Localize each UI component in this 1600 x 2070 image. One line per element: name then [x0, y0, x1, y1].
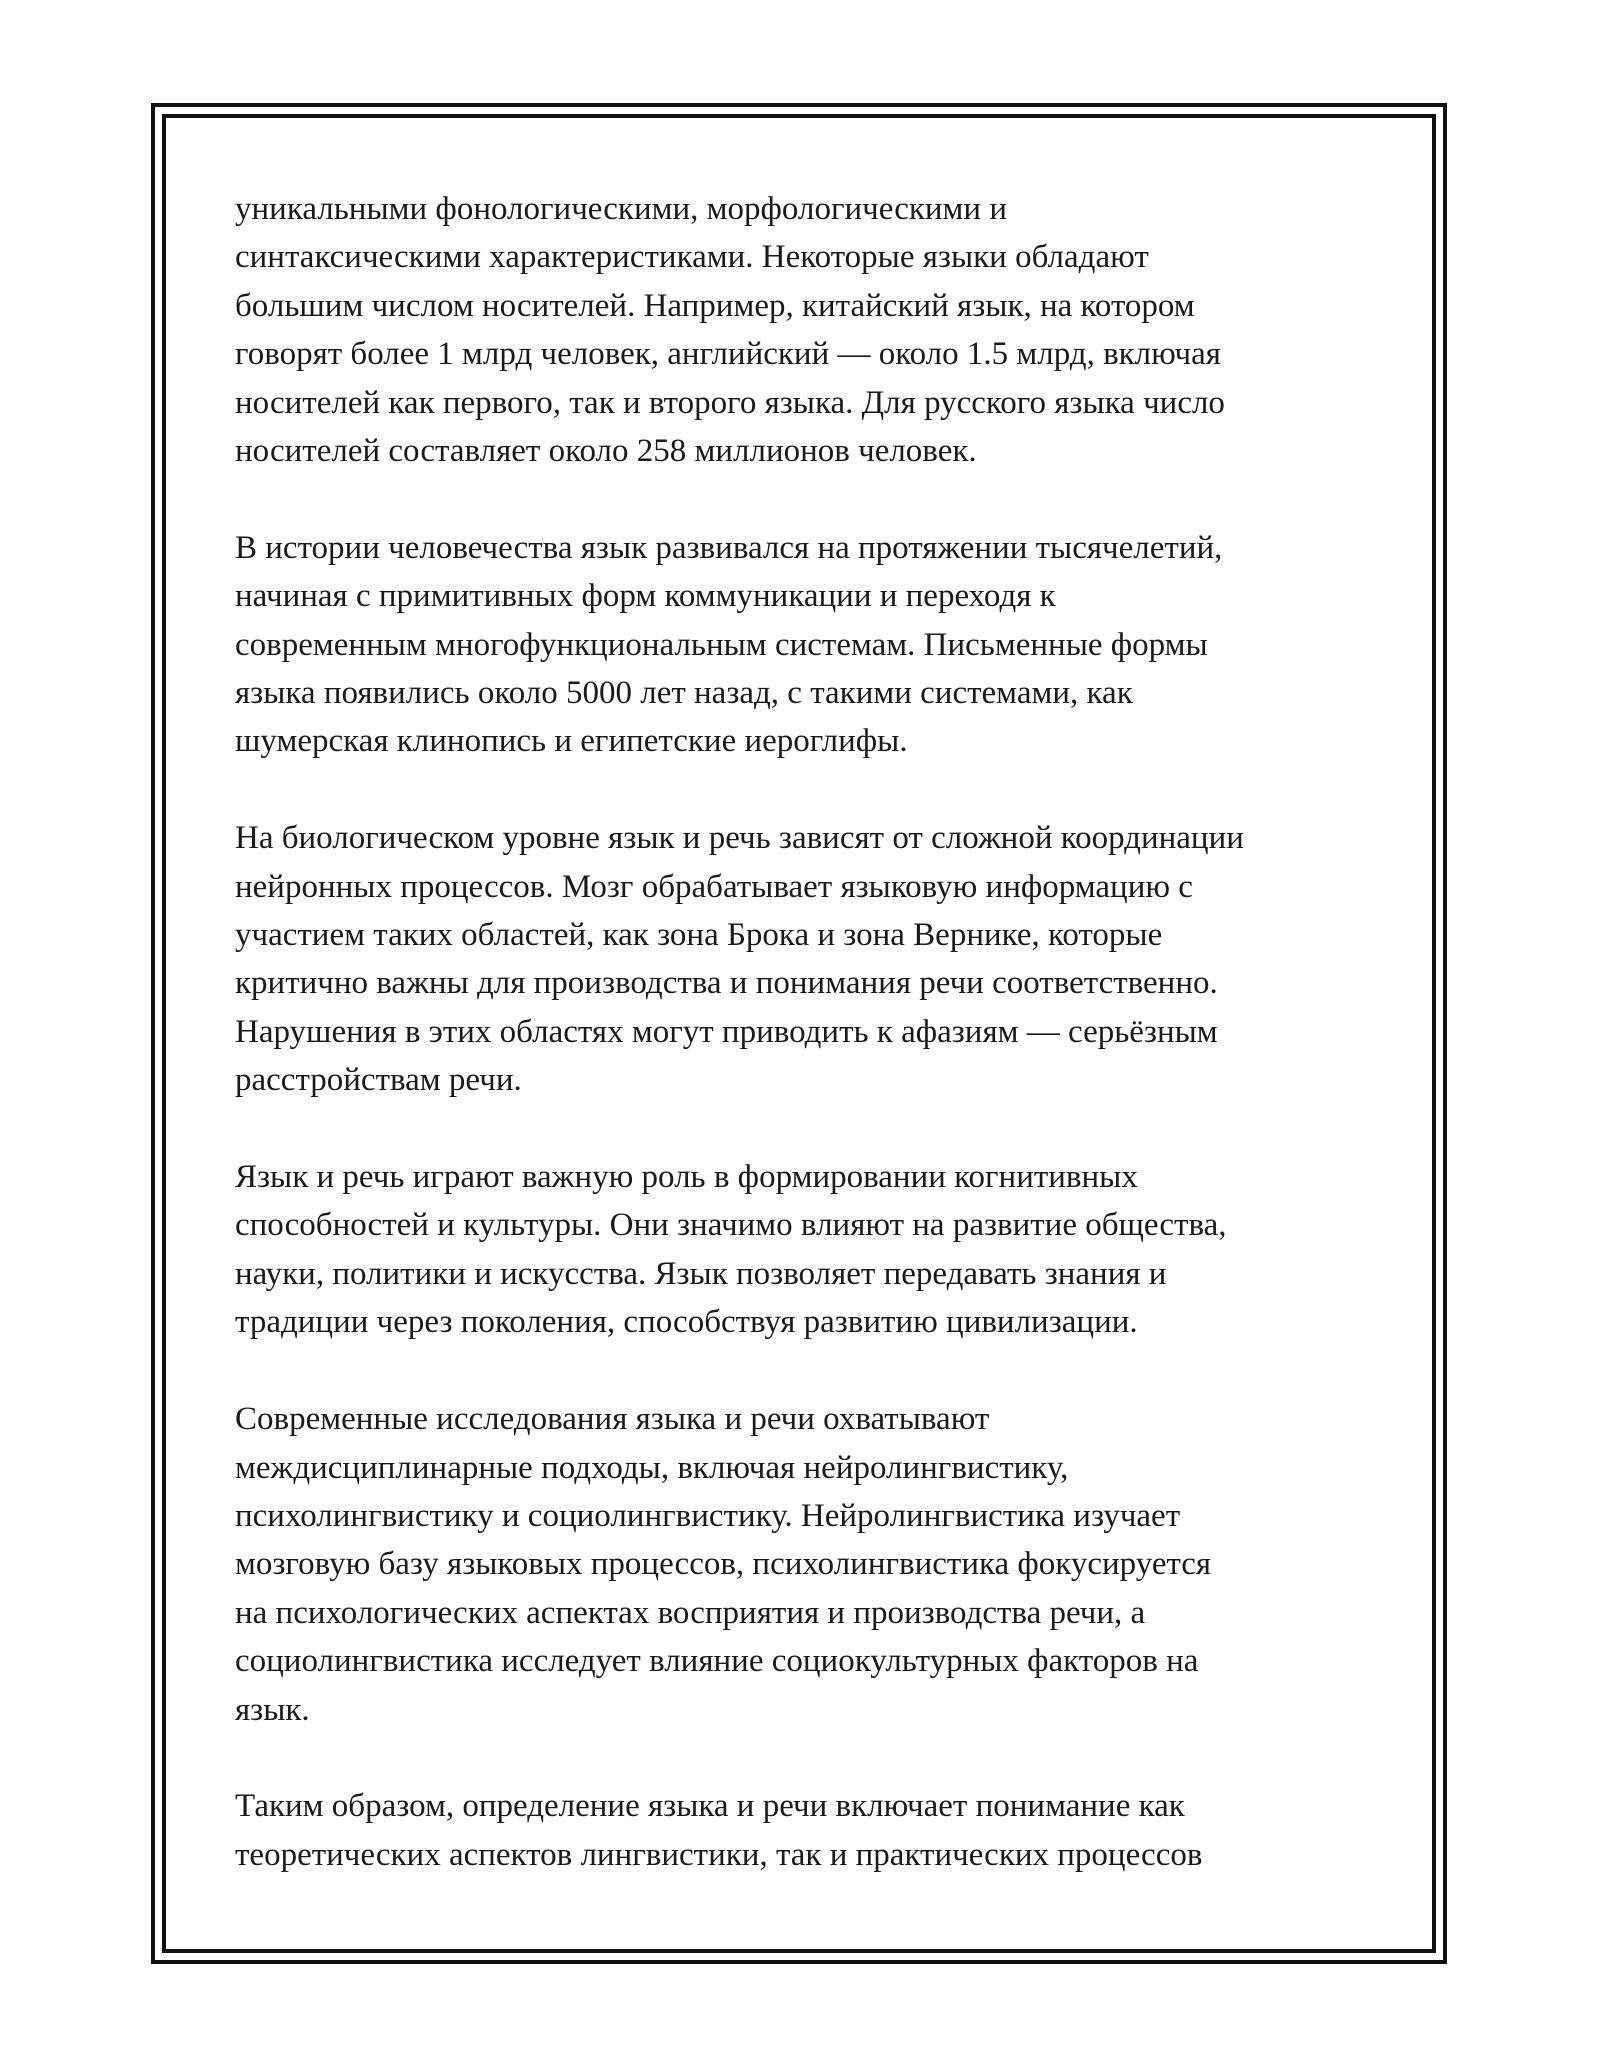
text-line: большим числом носителей. Например, китайский язык, на котором	[235, 287, 1195, 324]
text-line: носителей как первого, так и второго языка. Для русского языка число	[235, 384, 1225, 421]
text-line: Современные исследования языка и речи охватывают	[235, 1401, 990, 1438]
text-line: на психологических аспектах восприятия и производства речи, а	[235, 1594, 1146, 1631]
text-line: нейронных процессов. Мозг обрабатывает языковую информацию с	[235, 868, 1193, 905]
paragraph-modern-research	[235, 1395, 1395, 1734]
text-line: Нарушения в этих областях могут приводить к афазиям — серьёзным	[235, 1013, 1218, 1050]
text-line: критично важны для производства и понимания речи соответственно.	[235, 965, 1218, 1002]
document-body	[235, 185, 1395, 1879]
text-line: теоретических аспектов лингвистики, так и практических процессов	[235, 1836, 1203, 1873]
text-line: носителей составляет около 258 миллионов человек.	[235, 433, 977, 470]
text-line: язык.	[235, 1691, 310, 1728]
text-line: мозговую базу языковых процессов, психолингвистика фокусируется	[235, 1546, 1212, 1583]
text-line: способностей и культуры. Они значимо влияют на развитие общества,	[235, 1207, 1227, 1244]
text-line: социолингвистика исследует влияние социокультурных факторов на	[235, 1643, 1199, 1680]
text-line: начиная с примитивных форм коммуникации и переходя к	[235, 578, 1056, 615]
text-line: междисциплинарные подходы, включая нейролингвистику,	[235, 1449, 1069, 1486]
text-line: науки, политики и искусства. Язык позволяет передавать знания и	[235, 1255, 1167, 1292]
paragraph-language-history	[235, 524, 1395, 766]
paragraph-biological-level	[235, 814, 1395, 1104]
text-line: говорят более 1 млрд человек, английский — около 1.5 млрд, включая	[235, 336, 1221, 373]
text-line: синтаксическими характеристиками. Некоторые языки обладают	[235, 239, 1149, 276]
text-line: На биологическом уровне язык и речь зависят от сложной координации	[235, 820, 1244, 857]
text-line: расстройствам речи.	[235, 1062, 522, 1099]
text-line: участием таких областей, как зона Брока и зона Вернике, которые	[235, 917, 1163, 954]
text-line: языка появились около 5000 лет назад, с такими системами, как	[235, 675, 1133, 712]
text-line: Язык и речь играют важную роль в формировании когнитивных	[235, 1159, 1138, 1196]
text-line: психолингвистику и социолингвистику. Нейролингвистика изучает	[235, 1497, 1181, 1534]
paragraph-conclusion	[235, 1782, 1395, 1879]
text-line: традиции через поколения, способствуя развитию цивилизации.	[235, 1304, 1138, 1341]
text-line: современным многофункциональным системам. Письменные формы	[235, 626, 1208, 663]
text-line: В истории человечества язык развивался на протяжении тысячелетий,	[235, 529, 1223, 566]
paragraph-cognition-culture	[235, 1153, 1395, 1347]
text-line: Таким образом, определение языка и речи включает понимание как	[235, 1788, 1185, 1825]
text-line: уникальными фонологическими, морфологическими и	[235, 191, 1008, 227]
text-line: шумерская клинопись и египетские иероглифы.	[235, 723, 908, 760]
paragraph-language-diversity	[235, 185, 1395, 475]
